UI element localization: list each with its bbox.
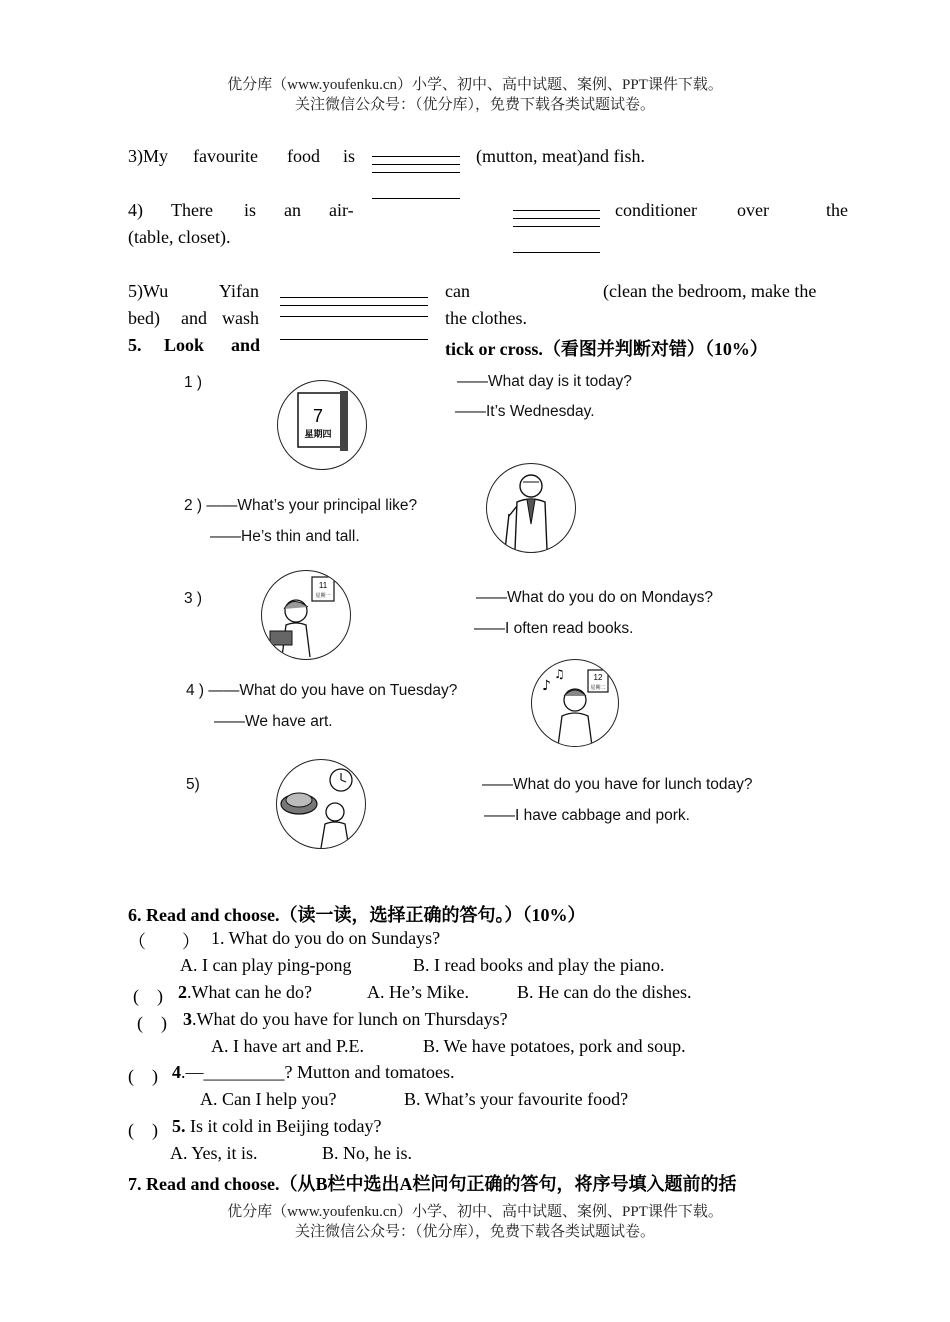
question-text: .What can he do? — [187, 982, 312, 1002]
answer-paren[interactable]: ( ) — [128, 1120, 158, 1140]
answer: ——I have cabbage and pork. — [484, 807, 690, 824]
item-label: 5) — [186, 776, 200, 793]
music-note-icon: ♪ — [542, 678, 551, 694]
item-number: 5)Wu — [128, 281, 169, 301]
answer-paren[interactable]: ( ) — [137, 1013, 167, 1033]
question: ——What day is it today? — [457, 373, 632, 390]
reading-girl-picture — [261, 570, 351, 660]
word: There — [171, 200, 213, 220]
option-b: B. I read books and play the piano. — [413, 955, 665, 975]
footer-line-2: 关注微信公众号：（优分库），免费下载各类试题试卷。 — [294, 1224, 655, 1240]
word: favourite — [193, 146, 258, 166]
answer-paren[interactable]: ( ) — [133, 986, 163, 1006]
item-number: 4) — [128, 200, 143, 220]
word: is — [343, 146, 356, 166]
word: conditioner — [615, 200, 697, 220]
word: over — [737, 200, 769, 220]
calendar-day: 11 — [318, 581, 328, 590]
calendar-picture — [277, 380, 367, 470]
header-line-2: 关注微信公众号：（优分库），免费下载各类试题试卷。 — [294, 97, 655, 113]
options: (clean the bedroom, make the — [603, 281, 817, 301]
question-text: .—_________? Mutton and tomatoes. — [181, 1062, 455, 1082]
footer-line-1: 优分库（www.youfenku.cn）小学、初中、高中试题、案例、PPT课件下载。 — [227, 1204, 723, 1220]
word: wash — [222, 308, 259, 328]
question: ——What do you have for lunch today? — [482, 776, 753, 793]
word: and — [181, 308, 207, 328]
calendar-weekday: 星期二 — [590, 685, 606, 691]
word: and — [231, 335, 261, 355]
section-6-title: 6. Read and choose.（读一读，选择正确的答句。）（10%） — [128, 905, 586, 925]
options: (table, closet). — [128, 227, 231, 247]
option-b: B. We have potatoes, pork and soup. — [423, 1036, 686, 1056]
music-note-icon: ♫ — [554, 667, 565, 681]
calendar-weekday: 星期四 — [304, 430, 332, 440]
header-line-1: 优分库（www.youfenku.cn）小学、初中、高中试题、案例、PPT课件下载。 — [227, 77, 723, 93]
word: the — [826, 200, 848, 220]
question-number: 3 — [183, 1009, 192, 1029]
option-a: A. I have art and P.E. — [211, 1036, 364, 1056]
word: air- — [329, 200, 354, 220]
section-7-title: 7. Read and choose.（从B栏中选出A栏问句正确的答句，将序号填入题前的括 — [128, 1174, 737, 1194]
answer: ——I often read books. — [474, 620, 634, 637]
answer-paren[interactable]: （ ） — [128, 932, 200, 952]
option-b: B. What’s your favourite food? — [404, 1089, 629, 1109]
word: Yifan — [219, 281, 259, 301]
option-a: A. Can I help you? — [200, 1089, 337, 1109]
question: ——What do you do on Mondays? — [476, 589, 713, 606]
question-text: Is it cold in Beijing today? — [185, 1116, 382, 1136]
word: Look — [164, 335, 205, 355]
word: bed) — [128, 308, 160, 328]
option-a: A. Yes, it is. — [170, 1143, 258, 1163]
item-label: 2 ) ——What’s your principal like? — [184, 497, 418, 514]
principal-picture — [486, 463, 576, 553]
word: the clothes. — [445, 308, 527, 328]
option-a: A. He’s Mike. — [367, 982, 469, 1002]
question-number: 5. — [172, 1116, 186, 1136]
item-label: 4 ) ——What do you have on Tuesday? — [186, 682, 458, 699]
question-number: 2 — [178, 982, 187, 1002]
word: food — [287, 146, 320, 166]
calendar-day: 7 — [312, 406, 324, 426]
word: is — [244, 200, 257, 220]
answer: ——He’s thin and tall. — [210, 528, 360, 545]
question-text: 1. What do you do on Sundays? — [211, 928, 441, 948]
item-label: 3 ) — [184, 590, 203, 607]
item-label: 1 ) — [184, 374, 203, 391]
question-text: .What do you have for lunch on Thursdays? — [192, 1009, 508, 1029]
option-b: B. He can do the dishes. — [517, 982, 692, 1002]
answer: ——We have art. — [214, 713, 333, 730]
answer-paren[interactable]: ( ) — [128, 1066, 158, 1086]
answer: ——It’s Wednesday. — [455, 403, 595, 420]
section-title: tick or cross.（看图并判断对错）（10%） — [445, 339, 768, 359]
word: an — [284, 200, 301, 220]
calendar-weekday: 星期一 — [315, 593, 331, 599]
option-a: A. I can play ping-pong — [180, 955, 352, 975]
word: can — [445, 281, 470, 301]
section-number: 5. — [128, 335, 142, 355]
music-boy-picture — [531, 659, 619, 747]
option-b: B. No, he is. — [322, 1143, 412, 1163]
item-number: 3)My — [128, 146, 168, 166]
calendar-day: 12 — [593, 673, 603, 682]
options: (mutton, meat)and fish. — [476, 146, 645, 166]
question-number: 4 — [172, 1062, 181, 1082]
lunch-picture — [276, 759, 366, 849]
